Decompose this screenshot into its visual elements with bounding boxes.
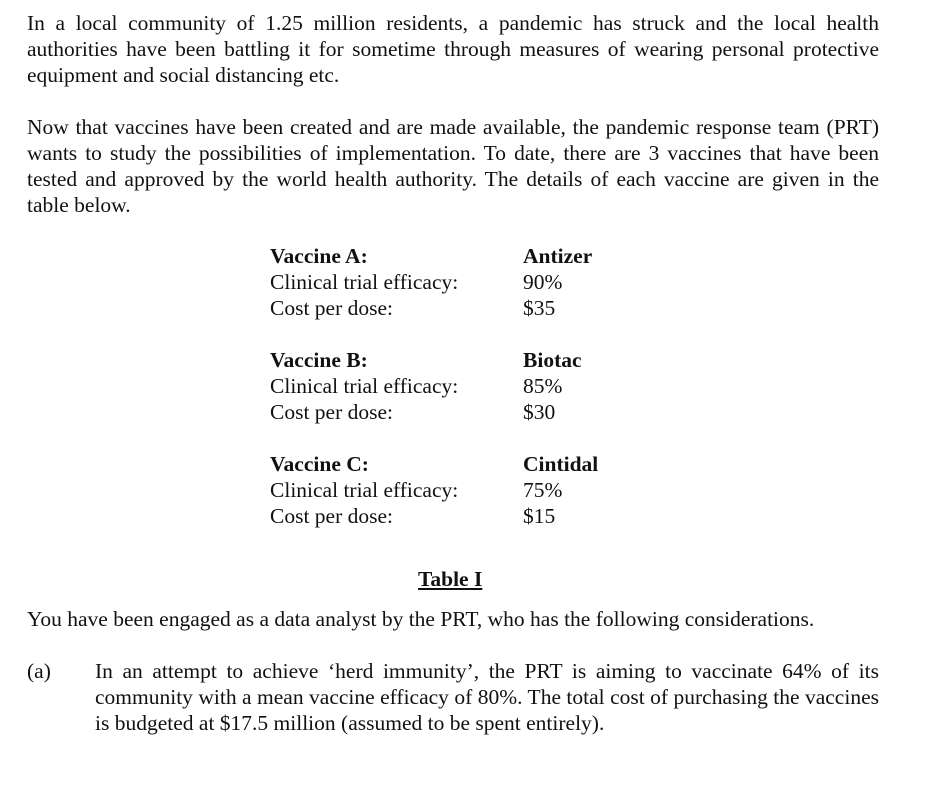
vaccine-c-group <box>270 451 670 529</box>
efficacy-label: Clinical trial efficacy: <box>270 374 459 398</box>
vaccine-name: Biotac <box>523 348 582 372</box>
table-caption: Table I <box>418 567 483 591</box>
analyst-paragraph: You have been engaged as a data analyst by the PRT, who has the following considerations. <box>27 607 815 631</box>
vaccine-header: Vaccine C: <box>270 452 369 476</box>
efficacy-label: Clinical trial efficacy: <box>270 478 459 502</box>
vaccine-header: Vaccine A: <box>270 244 368 268</box>
efficacy-label: Clinical trial efficacy: <box>270 270 459 294</box>
vaccine-table <box>270 243 670 529</box>
efficacy-value: 90% <box>523 270 563 294</box>
efficacy-value: 75% <box>523 478 563 502</box>
cost-label: Cost per dose: <box>270 296 394 320</box>
vaccine-header: Vaccine B: <box>270 348 368 372</box>
vaccines-paragraph: Now that vaccines have been created and are made available, the pandemic response team (PRT) wants to study the possibilities of implementation. To date, there are 3 vaccines that have been tested and approved by the world health authority. The details of each vaccine are given in the table below. <box>27 115 879 217</box>
vaccine-a-group <box>270 243 670 321</box>
item-text: In an attempt to achieve ‘herd immunity’, the PRT is aiming to vaccinate 64% of its community with a mean vaccine efficacy of 80%. The total cost of purchasing the vaccines is budgeted at $17.5 million (assumed to be spent entirely). <box>95 659 879 735</box>
cost-label: Cost per dose: <box>270 400 394 424</box>
cost-label: Cost per dose: <box>270 504 394 528</box>
cost-value: $30 <box>523 400 556 424</box>
question-item-a <box>27 658 879 736</box>
vaccine-name: Cintidal <box>523 452 599 476</box>
vaccine-b-group <box>270 347 670 425</box>
vaccine-name: Antizer <box>523 244 593 268</box>
item-marker: (a) <box>27 659 51 683</box>
cost-value: $35 <box>523 296 556 320</box>
intro-paragraph: In a local community of 1.25 million residents, a pandemic has struck and the local health authorities have been battling it for sometime through measures of wearing personal protective equipment and social distancing etc. <box>27 11 879 87</box>
cost-value: $15 <box>523 504 556 528</box>
efficacy-value: 85% <box>523 374 563 398</box>
document-page <box>27 10 879 735</box>
